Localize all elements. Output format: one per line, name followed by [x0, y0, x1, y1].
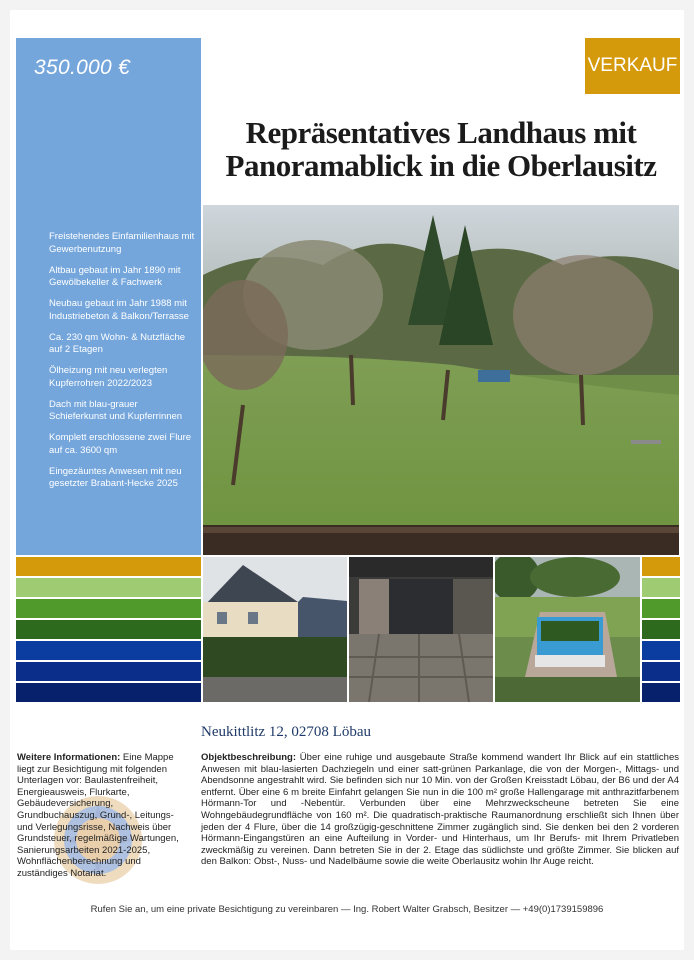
- raised-bed-image: [495, 557, 640, 702]
- property-description: [201, 752, 679, 868]
- color-stripe: [16, 578, 201, 597]
- house-image: [203, 557, 347, 702]
- garage-photo: [349, 557, 493, 702]
- color-stripe: [642, 641, 680, 660]
- color-stripe: [642, 599, 680, 618]
- color-stripe: [16, 662, 201, 681]
- color-stripe: [16, 557, 201, 576]
- property-address: Neukittlitz 12, 02708 Löbau: [201, 724, 371, 740]
- further-info: [17, 752, 192, 880]
- description-label: Objektbeschreibung:: [201, 752, 297, 763]
- garden-panorama-image: [203, 205, 679, 555]
- color-stripe: [16, 683, 201, 702]
- price-label: 350.000 €: [34, 56, 131, 79]
- title-line: Repräsentatives Landhaus mit: [245, 115, 637, 150]
- feature-item: Altbau gebaut im Jahr 1890 mit Gewölbekeller & Fachwerk: [49, 264, 181, 288]
- contact-footer: Rufen Sie an, um eine private Besichtigung zu vereinbaren — Ing. Robert Walter Grabsch, Besitzer — +49(0)1739159896: [90, 904, 604, 915]
- color-stripe: [16, 641, 201, 660]
- house-photo: [203, 557, 347, 702]
- color-stripe: [642, 578, 680, 597]
- title-line: Panoramablick in die Oberlausitz: [225, 148, 657, 183]
- color-stripe: [642, 662, 680, 681]
- color-stripe: [16, 620, 201, 639]
- color-stripe: [16, 599, 201, 618]
- sale-badge: VERKAUF: [585, 38, 680, 94]
- feature-item: Freistehendes Einfamilienhaus mit Gewerbenutzung: [49, 231, 195, 255]
- feature-list: [49, 231, 197, 499]
- garage-image: [349, 557, 493, 702]
- feature-item: Ca. 230 qm Wohn- & Nutzfläche auf 2 Etagen: [49, 331, 186, 355]
- color-stripe: [642, 557, 680, 576]
- garden-panorama-photo: [203, 205, 679, 555]
- feature-item: Eingezäuntes Anwesen mit neu gesetzter Brabant-Hecke 2025: [49, 465, 182, 489]
- color-stripe: [642, 620, 680, 639]
- further-info-label: Weitere Informationen:: [17, 752, 121, 763]
- page-title: [204, 116, 678, 182]
- feature-item: Komplett erschlossene zwei Flure auf ca. 3600 qm: [49, 432, 192, 456]
- raised-bed-photo: [495, 557, 640, 702]
- feature-item: Neubau gebaut im Jahr 1988 mit Industriebeton & Balkon/Terrasse: [49, 298, 189, 322]
- color-stripe: [642, 683, 680, 702]
- feature-item: Ölheizung mit neu verlegten Kupferrohren 2022/2023: [49, 365, 168, 389]
- description-text: Über eine ruhige und ausgebaute Straße kommend wandert Ihr Blick auf ein stattliches Anwesen mit blau-lasierten Dachziegeln und einer satt-grünen Parkanlage, die von der Morgen-, Mittags- und Abendsonne angestrahlt wird. Sie befinden sich nur 10 Min. von der Großen Kreisstadt Löbau, der B6 und der A4 entfernt. Über eine 6 m breite Einfahrt gelangen Sie nun in die 100 m² große Hallengarage mit anthrazitfarbenem Hörmann-Tor und -Nebentür. Verbunden über eine Mehrzweckscheune betreten Sie eine Wohngebäudegrundfläche von 160 m². Die quadratisch-praktische Raumanordnung erschließt sich Ihnen über jeden der 4 Flure, über die 14 großzügig-geschnittene Zimmer zugänglich sind. Sie denken bei den 2 vorderen Hörmann-Eingangstüren an eine Aufteilung in Vorder- und Hinterhaus, um Ihr Berufs- mit Ihrem Privatleben zweckmäßig zu vereinen. Dann betreten Sie in der 2. Etage das südlichste und größte Zimmer. Sie blicken auf den Balkon: Obst-, Nuss- und Nadelbäume sowie die weite Oberlausitz wohin Ihr Auge reicht.: [201, 752, 679, 868]
- feature-item: Dach mit blau-grauer Schieferkunst und Kupferrinnen: [49, 398, 183, 422]
- further-info-text: Eine Mappe liegt zur Besichtigung mit folgenden Unterlagen vor: Baulastenfreiheit, Energieausweis, Flurkarte, Gebäudeversicherung, Grundbuchauszug, Grund-, Leitungs- und Verlegungsrisse, Nachweis über Grundsteuer, regelmäßige Wartungen, Sanierungsarbeiten 2021-2025, Wohnflächenberechnung und zuständiges Notariat.: [17, 752, 179, 879]
